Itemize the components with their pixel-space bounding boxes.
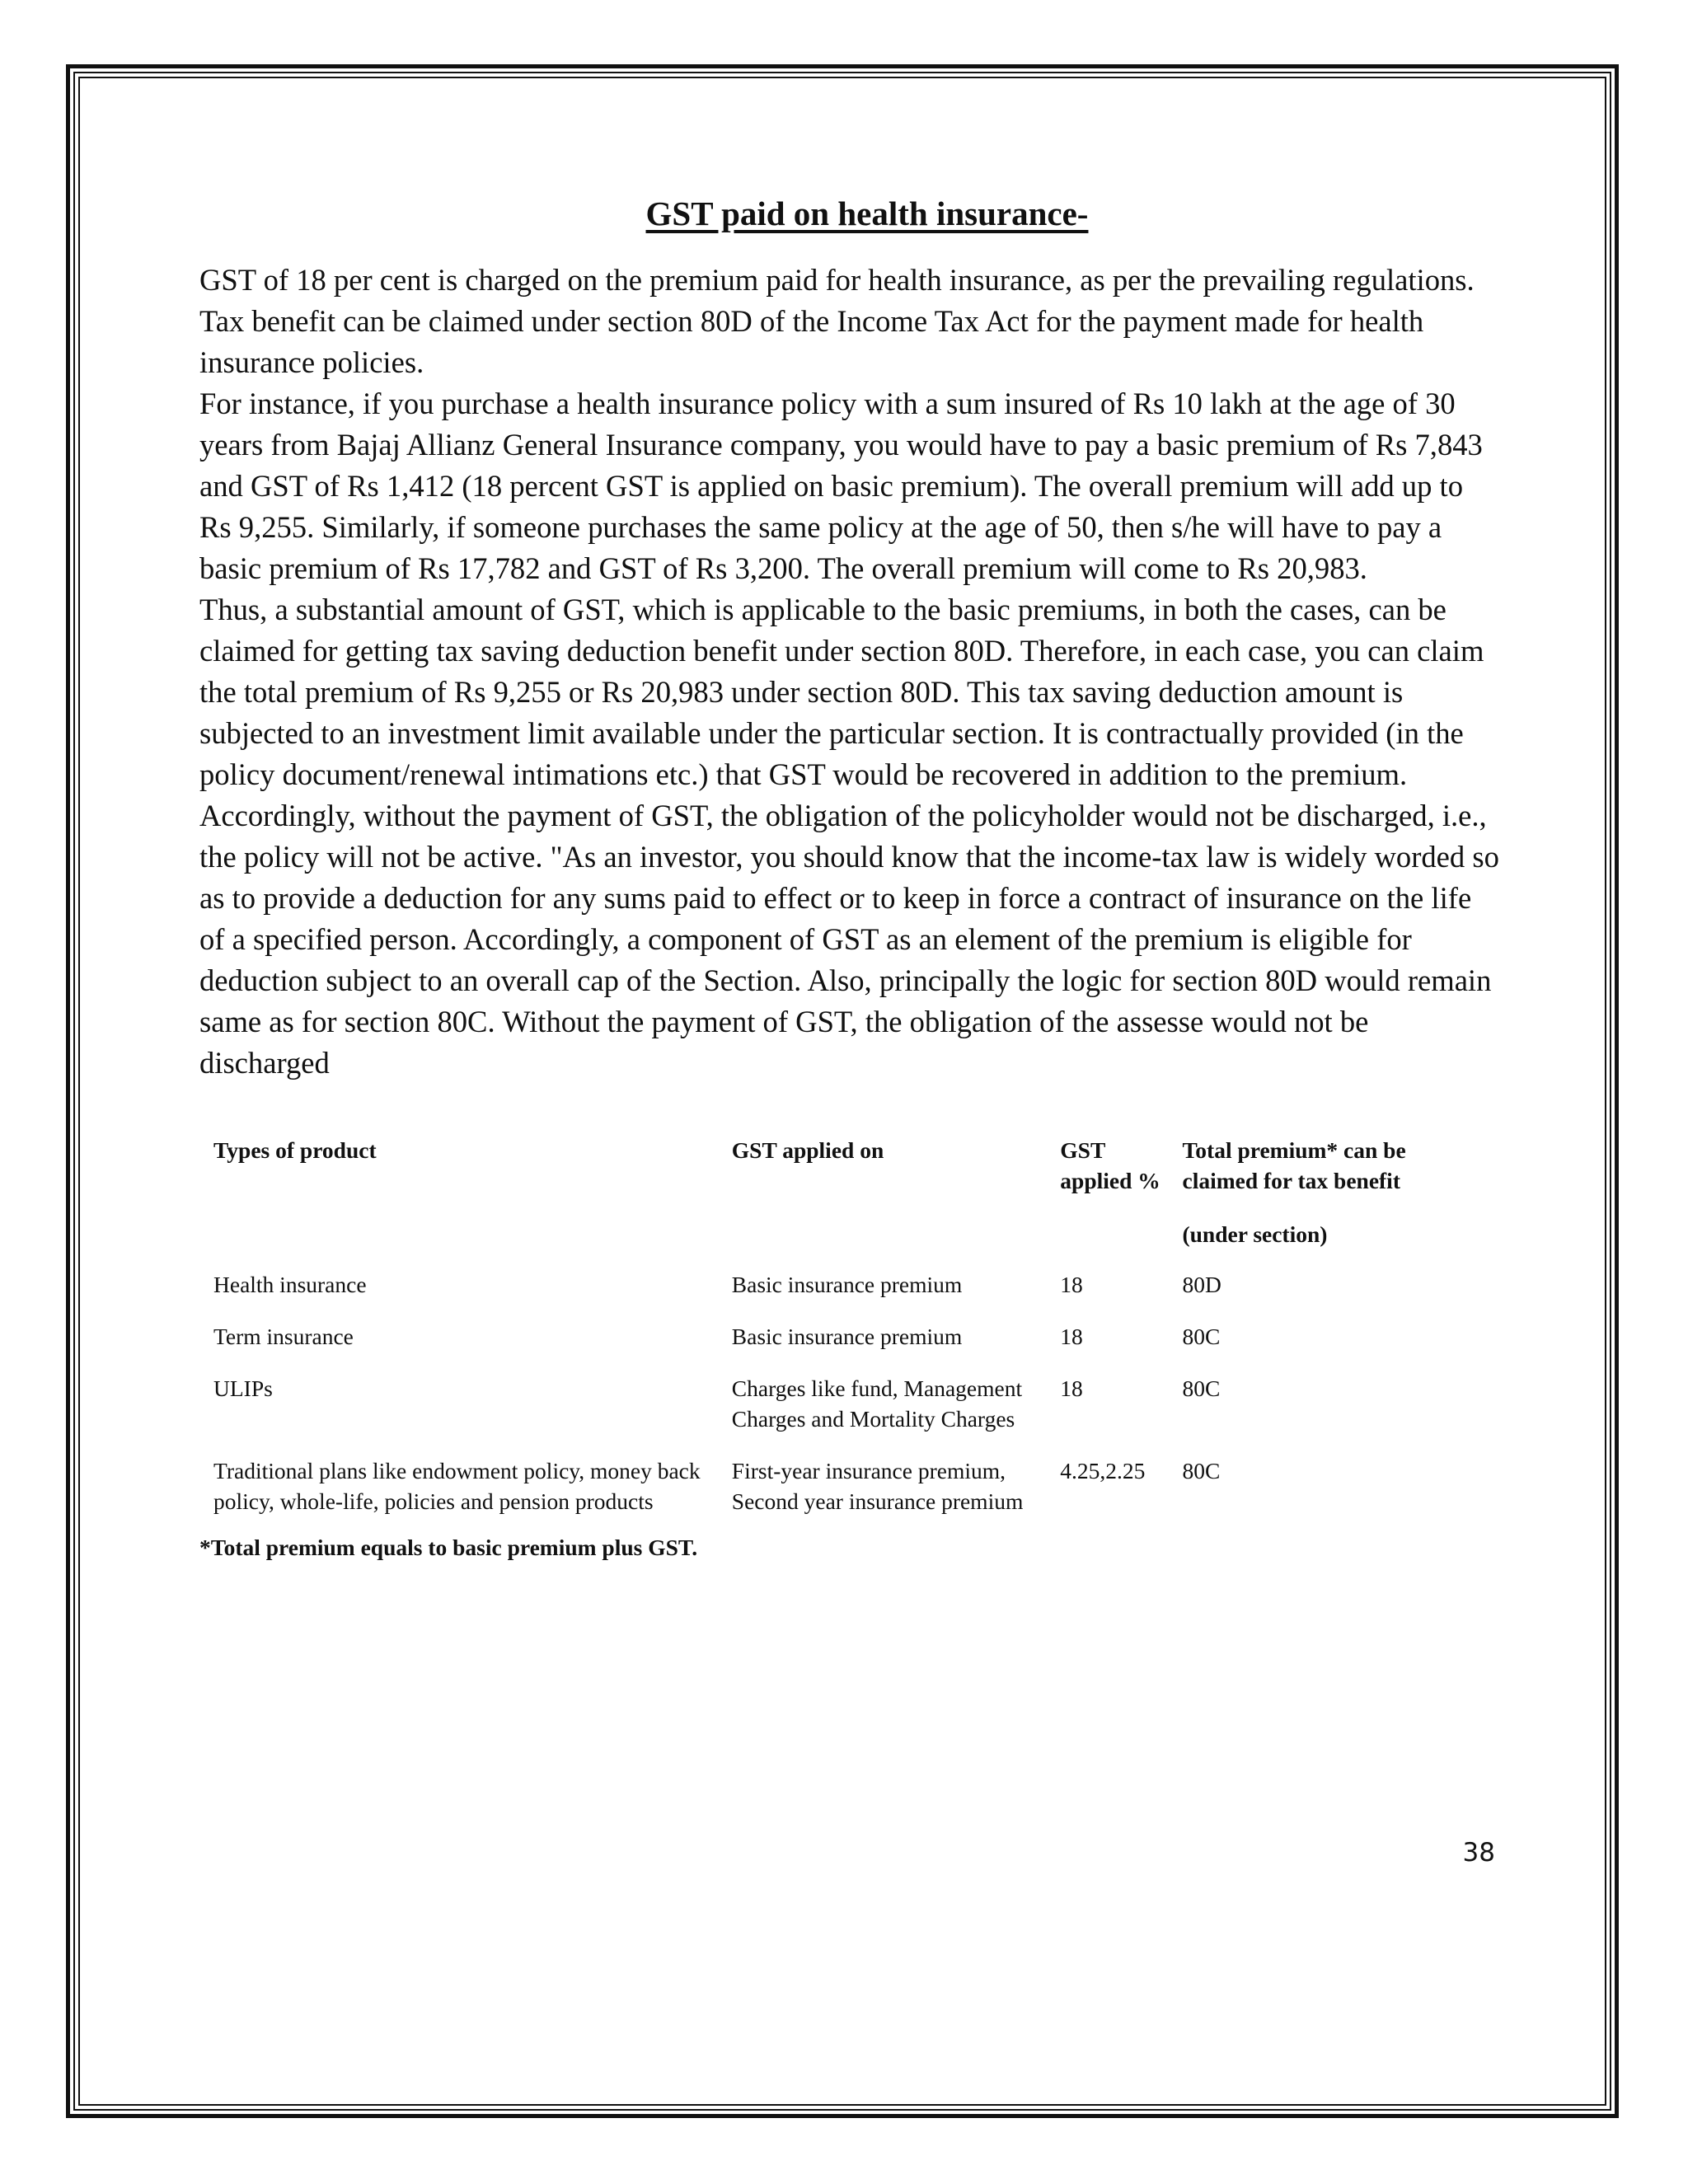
header-applied-on: GST applied on bbox=[731, 1137, 884, 1163]
cell-percent: 18 bbox=[1060, 1272, 1083, 1297]
table-row bbox=[204, 1373, 1489, 1455]
paragraph-example: For instance, if you purchase a health insurance policy with a sum insured of Rs 10 lakh at the age of 30 years from Bajaj Allianz General Insurance company, you would have to pay a basic premium of Rs 7,843 and GST of Rs 1,412 (18 percent GST is applied on basic premium). The overall premium will add up to Rs 9,255. Similarly, if someone purchases the same policy at the age of 50, then s/he will have to pay a basic premium of Rs 17,782 and GST of Rs 3,200. The overall premium will come to Rs 20,983. bbox=[199, 387, 1483, 585]
cell-applied-on: Charges like fund, Management Charges and Mortality Charges bbox=[731, 1376, 1023, 1432]
cell-section: 80C bbox=[1182, 1324, 1221, 1349]
table-row bbox=[204, 1321, 1489, 1373]
header-product: Types of product bbox=[213, 1137, 377, 1163]
page-title: GST paid on health insurance- bbox=[645, 194, 1089, 232]
header-claim-label: Total premium* can be claimed for tax benefit bbox=[1182, 1137, 1406, 1193]
header-percent: GST applied % bbox=[1060, 1137, 1160, 1193]
cell-applied-on: First-year insurance premium, Second year insurance premium bbox=[731, 1458, 1024, 1514]
cell-percent: 4.25,2.25 bbox=[1060, 1458, 1146, 1483]
cell-product: Term insurance bbox=[213, 1324, 354, 1349]
cell-section: 80D bbox=[1182, 1272, 1221, 1297]
header-claim-note: (under section) bbox=[1182, 1221, 1328, 1247]
table-row bbox=[204, 1455, 1489, 1538]
page-content bbox=[199, 194, 1502, 1561]
table-footnote: *Total premium equals to basic premium plus GST. bbox=[199, 1535, 698, 1560]
cell-percent: 18 bbox=[1060, 1324, 1083, 1349]
cell-section: 80C bbox=[1182, 1376, 1221, 1401]
table-row bbox=[204, 1269, 1489, 1321]
page-number: 38 bbox=[1462, 1838, 1495, 1868]
gst-table bbox=[204, 1135, 1489, 1538]
paragraph-intro: GST of 18 per cent is charged on the premium paid for health insurance, as per the prevailing regulations. Tax benefit can be claimed under section 80D of the Income Tax Act for the payment made for health insurance policies. bbox=[199, 263, 1475, 379]
body-text bbox=[199, 260, 1502, 1084]
cell-percent: 18 bbox=[1060, 1376, 1083, 1401]
cell-applied-on: Basic insurance premium bbox=[731, 1272, 963, 1297]
table-header-row bbox=[204, 1135, 1489, 1269]
cell-section: 80C bbox=[1182, 1458, 1221, 1483]
cell-applied-on: Basic insurance premium bbox=[731, 1324, 963, 1349]
cell-product: ULIPs bbox=[213, 1376, 273, 1401]
header-claim bbox=[1172, 1135, 1489, 1269]
cell-product: Traditional plans like endowment policy, money back policy, whole-life, policies and pension products bbox=[213, 1458, 701, 1514]
paragraph-deduction: Thus, a substantial amount of GST, which is applicable to the basic premiums, in both the cases, can be claimed for getting tax saving deduction benefit under section 80D. Therefore, in each case, you can claim the total premium of Rs 9,255 or Rs 20,983 under section 80D. This tax saving deduction amount is subjected to an investment limit available under the particular section. It is contractually provided (in the policy document/renewal intimations etc.) that GST would be recovered in addition to the premium. Accordingly, without the payment of GST, the obligation of the policyholder would not be discharged, i.e., the policy will not be active. "As an investor, you should know that the income-tax law is widely worded so as to provide a deduction for any sums paid to effect or to keep in force a contract of insurance on the life of a specified person. Accordingly, a component of GST as an element of the premium is eligible for deduction subject to an overall cap of the Section. Also, principally the logic for section 80D would remain same as for section 80C. Without the payment of GST, the obligation of the assesse would not be discharged bbox=[199, 593, 1499, 1080]
cell-product: Health insurance bbox=[213, 1272, 367, 1297]
